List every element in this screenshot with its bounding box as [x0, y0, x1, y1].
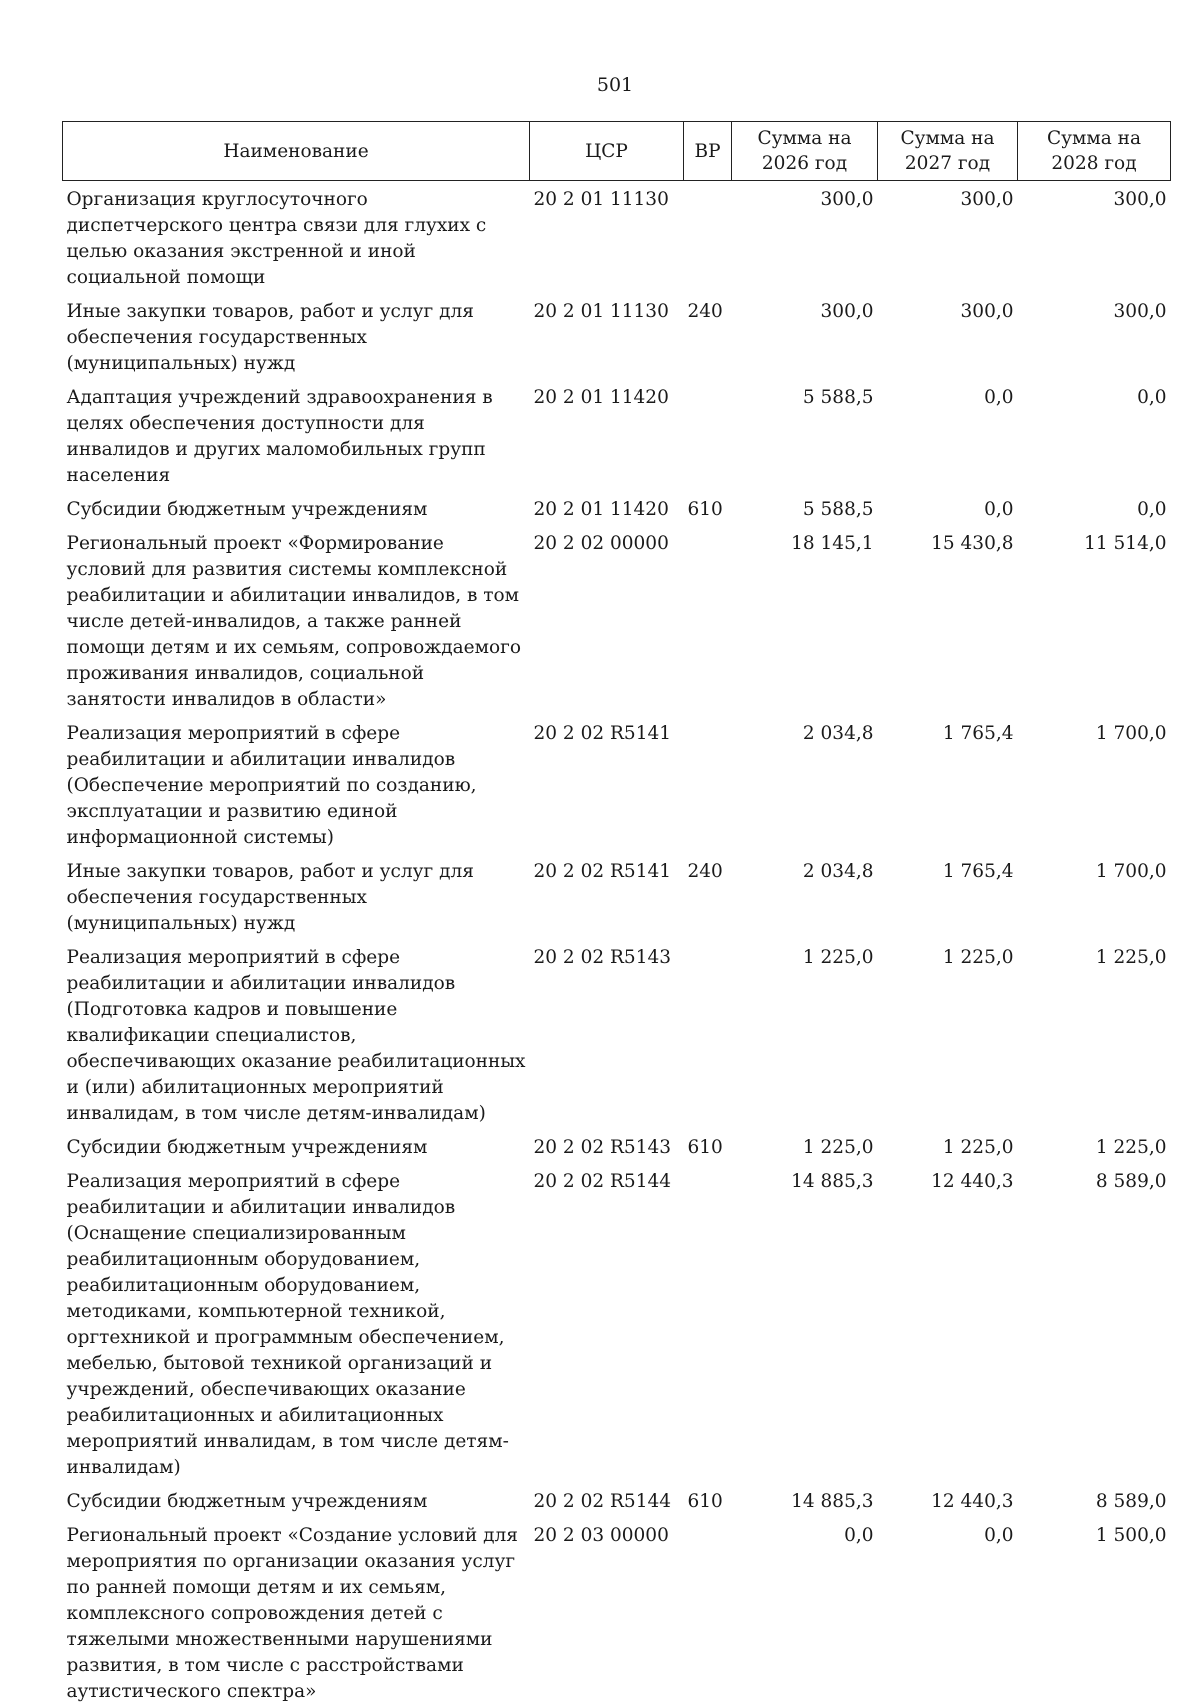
row-vr [684, 181, 732, 294]
header-sum-2026: Сумма на 2026 год [732, 122, 878, 181]
row-name: Субсидии бюджетным учреждениям [63, 1129, 530, 1163]
row-name: Реализация мероприятий в сфере реабилитации и абилитации инвалидов (Оснащение специализированным реабилитационным оборудованием, реабилитационным оборудованием, методиками, компьютерной техникой, оргтехникой и программным обеспечением, мебелью, бытовой техникой организаций и учреждений, обеспечивающих оказание реабилитационных и абилитационных мероприятий инвалидам, в том числе детям-инвалидам) [63, 1163, 530, 1483]
row-sum-2028: 1 225,0 [1018, 1129, 1171, 1163]
header-sum-2027: Сумма на 2027 год [878, 122, 1018, 181]
budget-table [62, 121, 1171, 1707]
row-csr: 20 2 02 R5143 [530, 939, 684, 1129]
table-row [63, 939, 1171, 1129]
row-vr: 610 [684, 1483, 732, 1517]
row-vr [684, 1163, 732, 1483]
row-sum-2028: 1 225,0 [1018, 939, 1171, 1129]
row-sum-2028: 1 700,0 [1018, 715, 1171, 853]
row-csr: 20 2 01 11130 [530, 181, 684, 294]
header-sum-2028: Сумма на 2028 год [1018, 122, 1171, 181]
row-name: Субсидии бюджетным учреждениям [63, 491, 530, 525]
row-sum-2026: 1 225,0 [732, 1129, 878, 1163]
row-sum-2028: 1 700,0 [1018, 853, 1171, 939]
row-csr: 20 2 02 R5141 [530, 853, 684, 939]
table-row [63, 1517, 1171, 1707]
row-sum-2028: 300,0 [1018, 293, 1171, 379]
table-row [63, 1483, 1171, 1517]
row-name: Организация круглосуточного диспетчерского центра связи для глухих с целью оказания экстренной и иной социальной помощи [63, 181, 530, 294]
row-vr: 240 [684, 293, 732, 379]
row-sum-2026: 1 225,0 [732, 939, 878, 1129]
row-name: Реализация мероприятий в сфере реабилитации и абилитации инвалидов (Обеспечение мероприятий по созданию, эксплуатации и развитию единой информационной системы) [63, 715, 530, 853]
table-header [63, 122, 1171, 181]
row-csr: 20 2 02 00000 [530, 525, 684, 715]
table-row [63, 1163, 1171, 1483]
row-sum-2028: 1 500,0 [1018, 1517, 1171, 1707]
row-name: Региональный проект «Формирование условий для развития системы комплексной реабилитации и абилитации инвалидов, в том числе детей-инвалидов, а также ранней помощи детям и их семьям, сопровождаемого проживания инвалидов, социальной занятости инвалидов в области» [63, 525, 530, 715]
row-name: Региональный проект «Создание условий для мероприятия по организации оказания услуг по ранней помощи детям и их семьям, комплексного сопровождения детей с тяжелыми множественными нарушениями развития, в том числе с расстройствами аутистического спектра» [63, 1517, 530, 1707]
table-row [63, 491, 1171, 525]
row-csr: 20 2 03 00000 [530, 1517, 684, 1707]
row-sum-2028: 8 589,0 [1018, 1163, 1171, 1483]
table-row [63, 715, 1171, 853]
row-name: Субсидии бюджетным учреждениям [63, 1483, 530, 1517]
header-vr: ВР [684, 122, 732, 181]
row-sum-2026: 18 145,1 [732, 525, 878, 715]
table-row [63, 181, 1171, 294]
row-name: Реализация мероприятий в сфере реабилитации и абилитации инвалидов (Подготовка кадров и повышение квалификации специалистов, обеспечивающих оказание реабилитационных и (или) абилитационных мероприятий инвалидам, в том числе детям-инвалидам) [63, 939, 530, 1129]
row-sum-2027: 1 765,4 [878, 853, 1018, 939]
row-vr: 240 [684, 853, 732, 939]
row-vr [684, 715, 732, 853]
row-csr: 20 2 02 R5144 [530, 1163, 684, 1483]
row-name: Иные закупки товаров, работ и услуг для обеспечения государственных (муниципальных) нужд [63, 853, 530, 939]
row-sum-2027: 300,0 [878, 181, 1018, 294]
row-vr [684, 1517, 732, 1707]
row-name: Иные закупки товаров, работ и услуг для обеспечения государственных (муниципальных) нужд [63, 293, 530, 379]
row-sum-2026: 300,0 [732, 293, 878, 379]
table-row [63, 1129, 1171, 1163]
row-sum-2027: 12 440,3 [878, 1483, 1018, 1517]
row-sum-2026: 300,0 [732, 181, 878, 294]
row-sum-2027: 0,0 [878, 491, 1018, 525]
table-row [63, 379, 1171, 491]
row-vr [684, 379, 732, 491]
row-sum-2028: 11 514,0 [1018, 525, 1171, 715]
row-sum-2027: 12 440,3 [878, 1163, 1018, 1483]
row-vr: 610 [684, 491, 732, 525]
row-sum-2028: 300,0 [1018, 181, 1171, 294]
row-sum-2028: 0,0 [1018, 491, 1171, 525]
row-sum-2027: 1 225,0 [878, 1129, 1018, 1163]
row-sum-2026: 5 588,5 [732, 379, 878, 491]
row-sum-2027: 0,0 [878, 1517, 1018, 1707]
row-sum-2027: 0,0 [878, 379, 1018, 491]
row-vr: 610 [684, 1129, 732, 1163]
row-sum-2026: 2 034,8 [732, 715, 878, 853]
row-csr: 20 2 01 11130 [530, 293, 684, 379]
row-csr: 20 2 02 R5144 [530, 1483, 684, 1517]
row-sum-2026: 0,0 [732, 1517, 878, 1707]
row-sum-2026: 2 034,8 [732, 853, 878, 939]
table-row [63, 293, 1171, 379]
row-csr: 20 2 02 R5141 [530, 715, 684, 853]
row-csr: 20 2 02 R5143 [530, 1129, 684, 1163]
row-sum-2027: 1 225,0 [878, 939, 1018, 1129]
row-vr [684, 939, 732, 1129]
row-sum-2027: 300,0 [878, 293, 1018, 379]
row-sum-2028: 8 589,0 [1018, 1483, 1171, 1517]
row-sum-2027: 15 430,8 [878, 525, 1018, 715]
row-sum-2028: 0,0 [1018, 379, 1171, 491]
row-sum-2026: 14 885,3 [732, 1483, 878, 1517]
table-row [63, 853, 1171, 939]
table-row [63, 525, 1171, 715]
row-vr [684, 525, 732, 715]
table-body [63, 181, 1171, 1707]
row-sum-2026: 5 588,5 [732, 491, 878, 525]
row-name: Адаптация учреждений здравоохранения в целях обеспечения доступности для инвалидов и других маломобильных групп населения [63, 379, 530, 491]
row-csr: 20 2 01 11420 [530, 379, 684, 491]
row-sum-2026: 14 885,3 [732, 1163, 878, 1483]
row-csr: 20 2 01 11420 [530, 491, 684, 525]
header-csr: ЦСР [530, 122, 684, 181]
header-name: Наименование [63, 122, 530, 181]
page-number: 501 [0, 74, 1200, 96]
row-sum-2027: 1 765,4 [878, 715, 1018, 853]
